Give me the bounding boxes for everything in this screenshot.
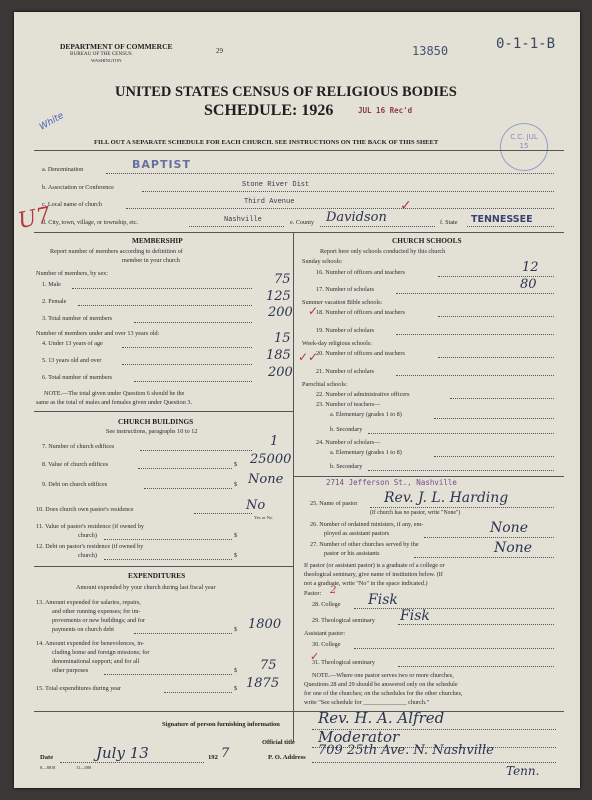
q25-value: Rev. J. L. Harding: [384, 490, 509, 506]
pastor-note-1: NOTE.—Where one pastor serves two or more churches,: [312, 672, 454, 679]
q16-leader: [438, 276, 554, 277]
seal-text: C.C. JUL 15: [510, 133, 538, 150]
grad-text-1: If pastor (or assistant pastor) is a graduate of a college or: [304, 562, 445, 569]
q29-label: 29. Theological seminary: [312, 617, 375, 624]
q13-label-a: 13. Amount expended for salaries, repairs,: [36, 599, 141, 606]
expenditures-heading: EXPENDITURES: [128, 571, 186, 580]
grad-text-2: theological seminary, give name of institution below. (If: [304, 571, 443, 578]
q2-label: 2. Female: [42, 298, 67, 305]
q24-label: 24. Number of scholars—: [316, 439, 381, 446]
q24a-leader: [434, 456, 554, 457]
pastor-note-2: Questions 28 and 29 should be answered only on the schedule: [304, 681, 458, 688]
rule-sections: [34, 232, 564, 233]
q25-note: (If church has no pastor, write "None"): [370, 510, 461, 516]
q1-leader: [72, 288, 252, 289]
dollar-q12: $: [234, 552, 238, 559]
q4-label: 4. Under 13 years of age: [42, 340, 103, 347]
q13-label-d: payments on church debt: [52, 626, 115, 633]
q15-leader: [164, 692, 232, 693]
q17-label: 17. Number of scholars: [316, 286, 375, 293]
signature-value: Rev. H. A. Alfred: [318, 709, 445, 727]
received-stamp: JUL 16 Rec'd: [358, 106, 413, 115]
white-stamp: White: [38, 110, 66, 133]
q23a-label: a. Elementary (grades 1 to 8): [330, 411, 402, 418]
census-schedule-sheet: [14, 12, 580, 788]
association-line: [142, 191, 554, 192]
q14-value: 75: [260, 658, 277, 673]
q19-leader: [396, 334, 554, 335]
q26-leader: [424, 537, 554, 538]
buildings-heading: CHURCH BUILDINGS: [118, 417, 194, 426]
rule-expenditures: [34, 566, 293, 567]
q21-label: 21. Number of scholars: [316, 368, 375, 375]
margin-mark: U7: [15, 202, 53, 235]
q11-label-a: 11. Value of pastor's residence (if owned by: [36, 523, 144, 530]
pastor-sublabel: Pastor:: [304, 590, 322, 597]
q30-label: 30. College: [312, 641, 341, 648]
q5-leader: [122, 364, 252, 365]
local-name-value: Third Avenue: [244, 198, 295, 206]
denomination-value: BAPTIST: [132, 158, 191, 171]
state-label: f. State: [440, 219, 458, 226]
q13-leader: [134, 633, 232, 634]
q3-leader: [134, 322, 252, 323]
year-prefix: 192: [208, 754, 218, 761]
q12-label-a: 12. Debt on pastor's residence (if owned by: [36, 543, 144, 550]
q7-label: 7. Number of church edifices: [42, 443, 115, 450]
q7-leader: [140, 450, 252, 451]
city-line: [189, 226, 284, 227]
q28-leader: [354, 608, 554, 609]
q24b-label: b. Secondary: [330, 463, 363, 470]
q25-label: 25. Name of pastor: [310, 500, 358, 507]
city-label: WASHINGTON: [91, 58, 122, 63]
q22-label: 22. Number of administrative officers: [316, 391, 410, 398]
q14-label-a: 14. Amount expended for benevolences, in-: [36, 640, 145, 647]
dollar-q11: $: [234, 532, 238, 539]
grad-text-3: not a graduate, write "No" in the space indicated.): [304, 580, 428, 587]
rule-top: [34, 150, 564, 151]
age-header: Number of members under and over 13 years old:: [36, 330, 160, 337]
q20-label: 20. Number of officers and teachers: [316, 350, 405, 357]
rule-footer: [34, 711, 564, 712]
q25-leader: [370, 507, 554, 508]
po-address-line: [312, 762, 556, 763]
dept-label: DEPARTMENT OF COMMERCE: [60, 42, 173, 51]
assistant-sublabel: Assistant pastor:: [304, 630, 346, 637]
q14-label-c: denominational support; and for all: [52, 658, 140, 665]
q20-leader: [438, 357, 554, 358]
denomination-label: a. Denomination: [42, 166, 84, 173]
q18-leader: [438, 316, 554, 317]
q23b-label: b. Secondary: [330, 426, 363, 433]
signature-label: Signature of person furnishing information: [162, 721, 280, 728]
check-mark-q5: ✓✓: [298, 350, 319, 364]
official-title-label: Official title: [262, 739, 295, 746]
q30-leader: [354, 648, 554, 649]
q21-leader: [396, 375, 554, 376]
rule-pastor: [293, 476, 564, 477]
q2-value: 125: [266, 289, 291, 304]
q3-label: 3. Total number of members: [42, 315, 113, 322]
q9-leader: [144, 488, 232, 489]
q13-label-c: provements or new buildings; and for: [52, 617, 145, 624]
membership-sub2: member in your church: [122, 257, 180, 264]
q26-label-a: 26. Number of ordained ministers, if any, em-: [310, 521, 424, 528]
q23b-leader: [368, 433, 554, 434]
pastor-note-4: write "See schedule for ______________ church.": [304, 699, 429, 706]
q13-value: 1800: [248, 617, 282, 632]
q31-label: 31. Theological seminary: [312, 659, 375, 666]
q16-value: 12: [522, 260, 539, 275]
q12-label-b: church): [78, 552, 97, 559]
official-title-value: Moderator: [318, 728, 400, 746]
check-mark-q31: ✓: [310, 650, 320, 663]
q27-value: None: [494, 540, 532, 556]
q15-value: 1875: [246, 676, 280, 691]
q8-leader: [138, 468, 232, 469]
print-code: 8—8818: [40, 765, 56, 770]
q13-label-b: and other running expenses; for im-: [52, 608, 141, 615]
column-divider: [293, 232, 294, 742]
po-address-value-2: Tenn.: [506, 764, 540, 778]
q14-label-b: cluding home and foreign missions; for: [52, 649, 150, 656]
q31-leader: [398, 666, 554, 667]
q6-value: 200: [268, 365, 293, 380]
q1-label: 1. Male: [42, 281, 61, 288]
form-number: 29: [216, 47, 223, 55]
q7-value: 1: [270, 434, 279, 449]
q18-label: 18. Number of officers and teachers: [316, 309, 405, 316]
instruction-line: FILL OUT A SEPARATE SCHEDULE FOR EACH CHURCH. SEE INSTRUCTIONS ON THE BACK OF THIS SHEET: [94, 139, 439, 146]
schools-heading: CHURCH SCHOOLS: [392, 236, 462, 245]
city-value: Nashville: [224, 216, 262, 224]
by-sex-label: Number of members, by sex:: [36, 270, 108, 277]
serial-number: 13850: [412, 44, 449, 58]
form-code: 0-1-1-B: [496, 36, 556, 52]
check-mark-county: ✓: [400, 198, 412, 214]
membership-heading: MEMBERSHIP: [132, 236, 183, 245]
county-line: [320, 226, 435, 227]
local-name-line: [126, 208, 554, 209]
year-value: 7: [221, 746, 230, 761]
state-line: [467, 226, 554, 227]
q3-value: 200: [268, 305, 293, 320]
summer-label: Summer vacation Bible schools:: [302, 299, 383, 306]
association-value: Stone River Dist: [242, 181, 310, 189]
q27-label-b: pastor or his assistants: [324, 550, 380, 557]
q17-leader: [396, 293, 554, 294]
q8-label: 8. Value of church edifices: [42, 461, 109, 468]
sunday-label: Sunday schools:: [302, 258, 343, 265]
check-mark-q3: ✓: [308, 304, 319, 318]
date-label: Date: [40, 754, 54, 761]
q10-leader: [194, 513, 252, 514]
po-address-value: 709 25th Ave. N. Nashville: [318, 743, 494, 758]
county-label: e. County: [290, 219, 315, 226]
schools-sub: Report here only schools conducted by this church: [320, 248, 446, 255]
expenditures-sub: Amount expended by your church during last fiscal year: [76, 584, 216, 591]
q28-value: Fisk: [368, 592, 398, 608]
q29-leader: [398, 624, 554, 625]
membership-sub1: Report number of members according to definition of: [50, 248, 183, 255]
q23-label: 23. Number of teachers—: [316, 401, 381, 408]
q11-leader: [104, 539, 232, 540]
q16-label: 16. Number of officers and teachers: [316, 269, 405, 276]
membership-note2: same as the total of males and females given under Question 3.: [36, 399, 193, 406]
q6-leader: [134, 381, 252, 382]
parochial-label: Parochial schools:: [302, 381, 348, 388]
q19-label: 19. Number of scholars: [316, 327, 375, 334]
membership-note1: NOTE.—The total given under Question 6 should be the: [44, 390, 185, 397]
state-value: TENNESSEE: [471, 214, 533, 225]
denomination-line: [106, 173, 554, 174]
q24b-leader: [368, 470, 554, 471]
county-value: Davidson: [326, 210, 387, 225]
q27-label-a: 27. Number of other churches served by the: [310, 541, 419, 548]
pastor-note-3: for one of the churches; on the schedules for the other churches,: [304, 690, 463, 697]
date-line: [60, 762, 204, 763]
q23a-leader: [434, 418, 554, 419]
schedule-title: SCHEDULE: 1926: [204, 102, 334, 119]
q8-value: 25000: [250, 452, 292, 467]
q26-value: None: [490, 520, 528, 536]
q12-leader: [104, 559, 232, 560]
local-name-label: c. Local name of church: [42, 201, 102, 208]
q5-value: 185: [266, 348, 291, 363]
dollar-q9: $: [234, 481, 238, 488]
q24a-label: a. Elementary (grades 1 to 8): [330, 449, 402, 456]
q4-value: 15: [274, 331, 291, 346]
q9-label: 9. Debt on church edifices: [42, 481, 108, 488]
q6-label: 6. Total number of members: [42, 374, 113, 381]
q10-value: No: [246, 498, 266, 513]
association-label: b. Association or Conference: [42, 184, 114, 191]
q22-leader: [450, 398, 554, 399]
q5-label: 5. 13 years old and over: [42, 357, 102, 364]
q4-leader: [122, 347, 252, 348]
q10-label: 10. Does church own pastor's residence: [36, 506, 134, 513]
q15-label: 15. Total expenditures during year: [36, 685, 121, 692]
q1-value: 75: [274, 272, 291, 287]
q14-label-d: other purposes: [52, 667, 89, 674]
page-title: UNITED STATES CENSUS OF RELIGIOUS BODIES: [115, 84, 457, 100]
q27-leader: [414, 557, 554, 558]
city-label-field: d. City, town, village, or township, etc.: [42, 219, 139, 226]
dollar-q8: $: [234, 461, 238, 468]
q17-value: 80: [520, 277, 537, 292]
q29-value: Fisk: [400, 608, 430, 624]
print-code-2: 11—000: [76, 765, 92, 770]
pastor-mark: 2: [330, 585, 337, 596]
q28-label: 28. College: [312, 601, 341, 608]
dollar-q13: $: [234, 626, 238, 633]
po-address-label: P. O. Address: [268, 754, 306, 761]
yes-no-hint: Yes or No: [254, 515, 273, 520]
q2-leader: [78, 305, 252, 306]
dollar-q14: $: [234, 667, 238, 674]
pastor-address-stamp: 2714 Jefferson St., Nashville: [326, 478, 457, 487]
q11-label-b: church): [78, 532, 97, 539]
buildings-sub: See instructions, paragraphs 10 to 12: [106, 428, 198, 435]
bureau-label: BUREAU OF THE CENSUS: [70, 51, 132, 57]
q9-value: None: [248, 472, 284, 487]
q14-leader: [104, 674, 232, 675]
date-value: July 13: [96, 744, 149, 762]
rule-buildings: [34, 411, 293, 412]
dollar-q15: $: [234, 685, 238, 692]
q26-label-b: ployed as assistant pastors: [324, 530, 390, 537]
weekday-label: Week-day religious schools:: [302, 340, 372, 347]
